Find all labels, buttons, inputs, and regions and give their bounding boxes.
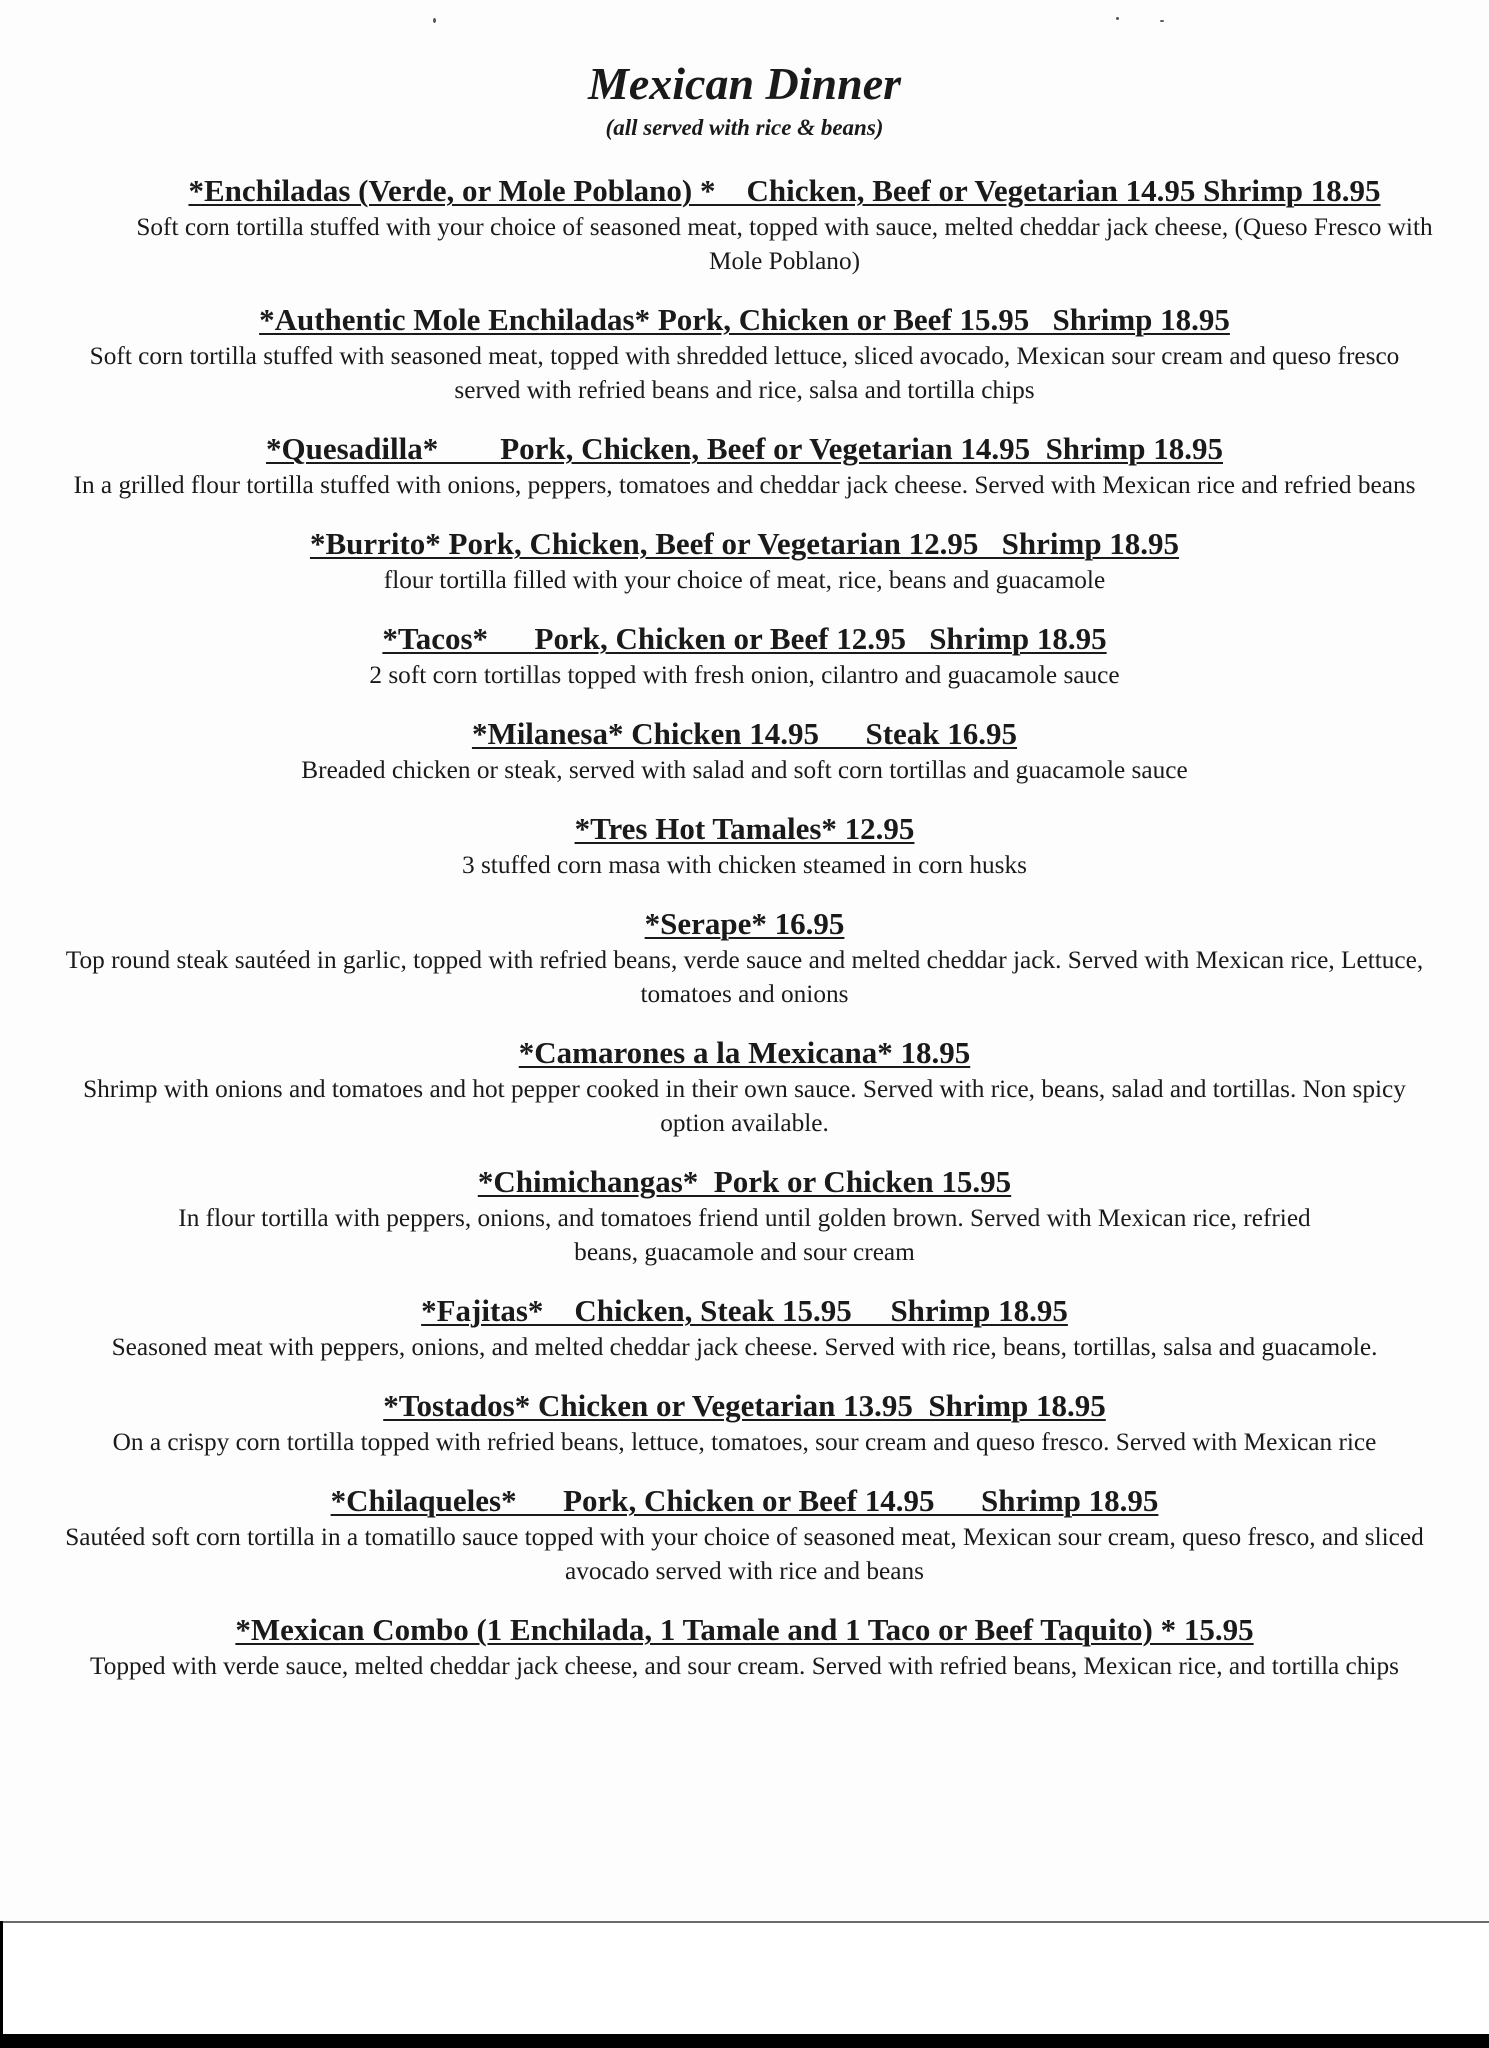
menu-item-description: flour tortilla filled with your choice of meat, rice, beans and guacamole: [383, 566, 1106, 594]
menu-item-description: In a grilled flour tortilla stuffed with onions, peppers, tomatoes and cheddar jack cheese. Served with Mexican rice and refried beans: [73, 471, 1416, 499]
menu-item: [60, 1482, 1429, 1588]
menu-item-heading: *Camarones a la Mexicana* 18.95: [518, 1035, 971, 1070]
menu-item-heading: *Mexican Combo (1 Enchilada, 1 Tamale and 1 Taco or Beef Taquito) * 15.95: [235, 1612, 1254, 1647]
menu-item-description: Sautéed soft corn tortilla in a tomatillo sauce topped with your choice of seasoned meat, Mexican sour cream, queso fresco, and sliced avocado served with rice and beans: [65, 1523, 1424, 1585]
menu-item-heading: *Tostados* Chicken or Vegetarian 13.95 Shrimp 18.95: [383, 1388, 1106, 1423]
scan-speck: [433, 18, 436, 23]
menu-item-heading: *Authentic Mole Enchiladas* Pork, Chicken or Beef 15.95 Shrimp 18.95: [259, 302, 1230, 337]
scan-speck: [1160, 20, 1164, 22]
menu-item-heading: *Fajitas* Chicken, Steak 15.95 Shrimp 18.95: [421, 1293, 1068, 1328]
menu-item-heading: *Milanesa* Chicken 14.95 Steak 16.95: [471, 716, 1018, 751]
page-subtitle: (all served with rice & beans): [605, 115, 884, 140]
menu-item: [60, 715, 1429, 787]
menu-item-description: Soft corn tortilla stuffed with your choice of seasoned meat, topped with sauce, melted cheddar jack cheese, (Queso Fresco with Mole Poblano): [136, 213, 1433, 275]
menu-item: [60, 1611, 1429, 1683]
menu-item-description: Topped with verde sauce, melted cheddar jack cheese, and sour cream. Served with refried beans, Mexican rice, and tortilla chips: [90, 1652, 1399, 1680]
scan-border-left: [0, 1921, 3, 2048]
menu-item: [60, 810, 1429, 882]
menu-item-description: On a crispy corn tortilla topped with refried beans, lettuce, tomatoes, sour cream and queso fresco. Served with Mexican rice: [112, 1428, 1377, 1456]
menu-items: [60, 172, 1433, 1706]
menu-item-heading: *Quesadilla* Pork, Chicken, Beef or Vegetarian 14.95 Shrimp 18.95: [265, 431, 1223, 466]
page-title: Mexican Dinner: [587, 58, 902, 109]
menu-item-description: 2 soft corn tortillas topped with fresh onion, cilantro and guacamole sauce: [369, 661, 1120, 689]
menu-item: [60, 430, 1429, 502]
menu-item: [60, 301, 1429, 407]
menu-item: [100, 172, 1469, 278]
menu-item-description: Shrimp with onions and tomatoes and hot pepper cooked in their own sauce. Served with rice, beans, salad and tortillas. Non spicy option available.: [83, 1075, 1406, 1137]
menu-item: [60, 1292, 1429, 1364]
menu-item-heading: *Serape* 16.95: [644, 906, 845, 941]
menu-item-heading: *Burrito* Pork, Chicken, Beef or Vegetarian 12.95 Shrimp 18.95: [309, 526, 1180, 561]
menu-item-heading: *Tacos* Pork, Chicken or Beef 12.95 Shrimp 18.95: [382, 621, 1107, 656]
menu-item-heading: *Chimichangas* Pork or Chicken 15.95: [477, 1164, 1012, 1199]
menu-item-heading: *Chilaqueles* Pork, Chicken or Beef 14.95 Shrimp 18.95: [330, 1483, 1159, 1518]
menu-item-description: Breaded chicken or steak, served with salad and soft corn tortillas and guacamole sauce: [301, 756, 1188, 784]
scan-speck: [1116, 17, 1119, 20]
scan-border-bottom: [0, 2034, 1489, 2048]
menu-item-description: Soft corn tortilla stuffed with seasoned meat, topped with shredded lettuce, sliced avocado, Mexican sour cream and queso fresco served with refried beans and rice, salsa and tortilla chips: [89, 342, 1400, 404]
menu-item: [60, 1163, 1429, 1269]
menu-item: [60, 1387, 1429, 1459]
scan-bottom-edge: [0, 1921, 1489, 2048]
menu-item-heading: *Enchiladas (Verde, or Mole Poblano) * Chicken, Beef or Vegetarian 14.95 Shrimp 18.95: [188, 173, 1381, 208]
page-edge-line: [0, 1921, 1489, 1923]
menu-item: [60, 1034, 1429, 1140]
menu-item-heading: *Tres Hot Tamales* 12.95: [574, 811, 915, 846]
menu-item: [60, 620, 1429, 692]
menu-item-description: Seasoned meat with peppers, onions, and melted cheddar jack cheese. Served with rice, beans, tortillas, salsa and guacamole.: [111, 1333, 1378, 1361]
menu-item-description: In flour tortilla with peppers, onions, and tomatoes friend until golden brown. Served with Mexican rice, refried beans, guacamole and sour cream: [178, 1204, 1311, 1266]
menu-item-description: 3 stuffed corn masa with chicken steamed in corn husks: [461, 851, 1028, 879]
menu-item-description: Top round steak sautéed in garlic, topped with refried beans, verde sauce and melted cheddar jack. Served with Mexican rice, Lettuce, tomatoes and onions: [65, 946, 1424, 1008]
menu-item: [60, 905, 1429, 1011]
menu-item: [60, 525, 1429, 597]
